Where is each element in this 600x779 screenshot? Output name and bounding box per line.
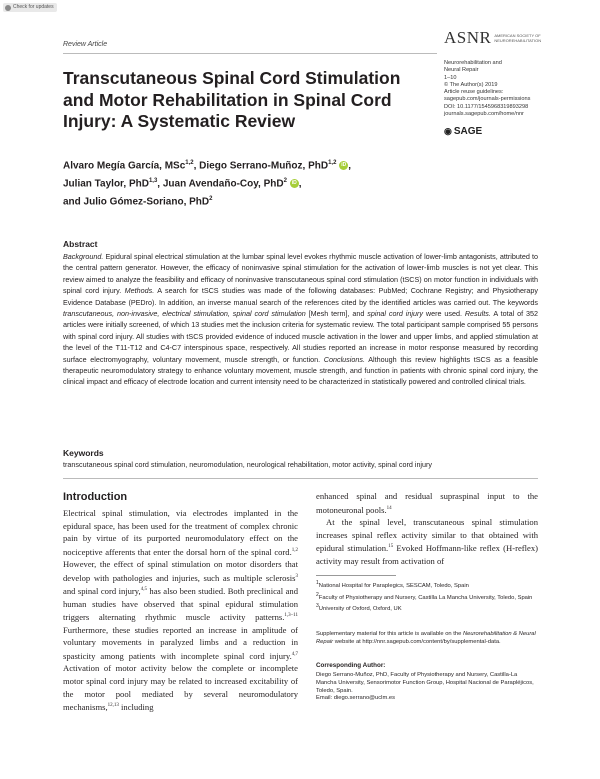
affiliation-num: 1 (316, 580, 319, 586)
sage-logo-icon: ◉ (444, 126, 452, 136)
citation[interactable]: 3 (295, 573, 298, 579)
publisher-name: SAGE (453, 126, 483, 137)
body-text: has also been studied. Both preclinical and human studies have observed that spinal epidural stimulation triggers alternating rhythmic muscle activity patterns. (63, 586, 298, 623)
author-name: , Juan Avendaño-Coy, PhD (157, 178, 284, 190)
article-title: Transcutaneous Spinal Cord Stimulation and Motor Rehabilitation in Spinal Cord Injury: A Systematic Review (63, 68, 401, 131)
keywords-list: transcutaneous spinal cord stimulation, neuromodulation, neurological rehabilitation, motor activity, spinal cord injury (63, 460, 433, 469)
journal-logo (444, 28, 564, 48)
section-divider (63, 478, 538, 479)
abstract-text: A search for tSCS studies was made of the following databases: PubMed; Cochrane Registry; and Physiotherapy Evidence Database (PEDro). In addition, an inverse manual search of the references cited by the identified articles was carried out. The keywords (63, 286, 539, 307)
journal-meta-line: Article reuse guidelines: (444, 89, 504, 96)
keywords-heading: Keywords (63, 448, 104, 458)
author-affil-sup: 2 (283, 177, 287, 184)
body-text: and spinal cord injury, (63, 586, 141, 597)
corresponding-author (316, 672, 538, 703)
corresponding-email[interactable]: Email: diego.serrano@uclm.es (316, 695, 396, 702)
body-text: Activation of motor activity below the complete or incomplete motor spinal cord injury may be related to increased excitability of the motor pool mediated by several neuromodulatory mechanisms, (63, 663, 298, 713)
citation[interactable]: 1,3–11 (284, 613, 298, 619)
affiliation-item (316, 603, 538, 614)
abstract-label: Results. (461, 309, 491, 319)
body-text: Evoked Hoffmann-like reflex (H-reflex) activity may result from activation of (316, 543, 538, 566)
author-name: and Julio Gómez-Soriano, PhD (63, 195, 210, 207)
author-affil-sup: 1,2 (185, 160, 194, 166)
abstract-text: [Mesh term], and (305, 309, 368, 319)
body-text: At the spinal level, transcutaneous spinal stimulation increases spinal reflex activity similar to that obtained with epidural stimulation. (316, 517, 538, 554)
affiliation-num: 3 (316, 603, 319, 610)
author-affil-sup: 1,2 (328, 160, 337, 166)
affiliation-num: 2 (316, 591, 319, 598)
affiliation-item (316, 580, 538, 591)
author-list: Alvaro Megía García, MSc$^{1,2}$, Diego Serrano-Muñoz, PhD$^{1,2}$ iD , Julian Taylor, PhD$^{1,3}$, Juan Avendaño-Coy, PhD$^2$ iD , and Julio Gómez-Soriano, PhD$^2$ (63, 160, 351, 207)
abstract-label: Methods. (121, 286, 155, 296)
supplementary-link[interactable]: website at http://nnr.sagepub.com/content/by/supplemental-data. (333, 638, 501, 645)
asnr-logo-text: ASNR (444, 28, 492, 47)
permissions-link[interactable]: sagepub.com/journals-permissions (444, 96, 531, 103)
check-for-updates-label: Check for updates (13, 4, 54, 10)
abstract-keyword: transcutaneous, non-invasive, electrical stimulation, spinal cord stimulation (63, 309, 306, 319)
affiliation-text: Faculty of Physiotherapy and Nursery, Castilla La Mancha University, Toledo, Spain (318, 594, 533, 601)
journal-meta-line: Neural Repair (444, 67, 479, 74)
citation[interactable]: 14 (386, 505, 392, 511)
author-name: Alvaro Megía García, MSc (63, 160, 186, 172)
abstract-text: A total of 352 articles were initially screened, of which 13 studies met the inclusion criteria for systematic review. The total participant sample comprised 55 persons with spinal cord injury. All studies with tSCS provided evidence of induced muscle activation in the lower and upper limbs, and applied stimulation at the level of the T11-T12 and C4-C7 interspinous space, respectively. All studies reported an increase in motor response measured by recording surface electromyography, voluntary movement, muscle strength, or function. (63, 309, 539, 364)
introduction-heading: Introduction (63, 491, 128, 503)
author-name: Julian Taylor, PhD (63, 178, 149, 190)
asnr-logo-subtitle: AMERICAN SOCIETY OF NEUROREHABILITATION (494, 33, 542, 43)
header-divider (63, 53, 437, 54)
footnote-divider (316, 575, 396, 576)
author-affil-sup: 1,3 (148, 177, 158, 184)
abstract-text: were used. (423, 309, 462, 319)
orcid-icon[interactable]: iD (341, 162, 347, 169)
check-for-updates-badge[interactable] (3, 3, 57, 12)
affiliations (316, 580, 538, 615)
publisher-logo (444, 126, 482, 137)
abstract-body (63, 251, 538, 388)
body-text: Electrical spinal stimulation, via electrodes implanted in the epidural space, has been used for the treatment of complex chronic pain by virtue of its purported neuromodulatory effect on the nociceptive afferents that enter the dorsal horn of the spinal cord. (63, 508, 298, 557)
body-text: Furthermore, these studies reported an increase in amplitude of voluntary movements in paralyzed limbs and a reduction in spasticity among patients with incomplete spinal cord injury. (63, 624, 298, 661)
abstract-label: Background. (63, 252, 104, 261)
check-updates-icon (5, 5, 11, 11)
introduction-left-column (63, 507, 298, 714)
orcid-icon[interactable]: iD (291, 180, 297, 187)
affiliation-item (316, 592, 538, 603)
corresponding-author-heading: Corresponding Author: (316, 662, 386, 669)
citation[interactable]: 1,2 (291, 547, 298, 553)
author-affil-sup: 2 (209, 195, 213, 202)
abstract-heading: Abstract (63, 239, 98, 249)
journal-meta-line: © The Author(s) 2019 (444, 81, 498, 88)
abstract-text: Epidural spinal electrical stimulation at the lumbar spinal level evokes rhythmic muscle activation of lower-limb antagonists, attributed to the central pattern generator. However, the efficacy of noninvasive spinal stimulation for the activation of lower-limb muscles is not yet clear. This review aimed to analyze the feasibility and efficacy of noninvasive transcutaneous spinal cord stimulation (tSCS) on motor function in individuals with spinal cord injury. (63, 252, 538, 296)
supplementary-note (316, 631, 538, 647)
abstract-keyword: spinal cord injury (367, 309, 423, 319)
journal-home-link[interactable]: journals.sagepub.com/home/nnr (444, 111, 524, 118)
journal-meta-line: Neurorehabilitation and (444, 60, 502, 66)
journal-meta-line: 1–10 (444, 74, 457, 81)
article-type: Review Article (63, 41, 108, 48)
affiliation-text: University of Oxford, Oxford, UK (318, 606, 402, 613)
body-text: including (118, 702, 154, 713)
abstract-label: Conclusions. (320, 354, 365, 364)
body-text: enhanced spinal and residual supraspinal input to the motoneuronal pools. (316, 491, 538, 515)
affiliation-text: National Hospital for Paraplegics, SESCAM, Toledo, Spain (318, 582, 469, 589)
citation[interactable]: 4,5 (140, 587, 147, 593)
corresponding-address: Diego Serrano-Muñoz, PhD, Faculty of Physiotherapy and Nursery, Castilla-La Mancha University, Sensorimotor Function Group, Hospital Nacional de Parapléjicos, Toledo, Spain. (316, 672, 534, 694)
author-name: , Diego Serrano-Muñoz, PhD (193, 160, 329, 172)
journal-meta (444, 60, 530, 118)
introduction-right-column (316, 490, 538, 567)
doi-line[interactable]: DOI: 10.1177/1545968319893298 (444, 103, 529, 110)
citation[interactable]: 12,13 (107, 703, 119, 709)
citation[interactable]: 15 (388, 544, 394, 550)
body-text: However, the effect of spinal stimulation on motor disorders that develop with pathologies and injuries, such as multiple sclerosis (63, 559, 298, 583)
citation[interactable]: 4,7 (291, 651, 298, 657)
abstract-text: Although this review highlights tSCS as a feasible therapeutic neuromodulatory strategy to enhance voluntary movement, muscle strength, and function in patients with chronic spinal cord injury, the clinical impact and efficacy of electrode location and current intensity need to be characterized in statistically powered and controlled clinical trials. (63, 354, 538, 387)
supplementary-journal: Neurorehabilitation & Neural Repair (316, 631, 536, 645)
supplementary-text: Supplementary material for this article is available on the (316, 631, 463, 637)
